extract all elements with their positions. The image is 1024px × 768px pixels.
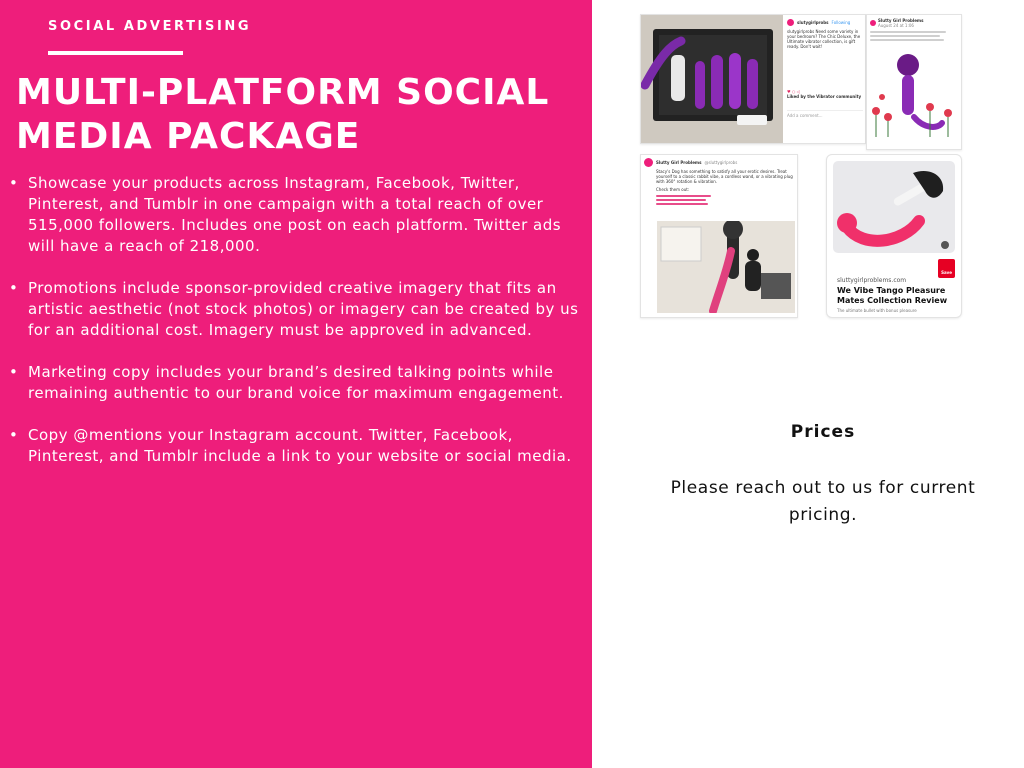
pin-title: We Vibe Tango Pleasure Mates Collection Review xyxy=(837,286,948,305)
twitter-post-screenshot xyxy=(640,154,798,318)
bullet-icon: • xyxy=(9,363,19,381)
instagram-post-screenshot xyxy=(640,14,866,144)
facebook-post-screenshot xyxy=(866,14,962,150)
product-photo xyxy=(657,221,795,313)
heart-icon: ♥ ○ ◁ xyxy=(787,89,800,94)
pin-domain: sluttygirlproblems.com xyxy=(837,277,907,284)
twitter-account: Slutty Girl Problems xyxy=(656,160,702,165)
bullet-text: Showcase your products across Instagram, Facebook, Twitter, Pinterest, and Tumblr in one campaign with a total reach of over 515,000 followers. Includes one post on each platform. Twitter ads will have a reach of 218,000. xyxy=(28,174,562,255)
bullet-text: Marketing copy includes your brand’s desired talking points while remaining authentic to our brand voice for maximum engagement. xyxy=(28,363,564,402)
product-photo xyxy=(833,161,955,253)
section-eyebrow: SOCIAL ADVERTISING xyxy=(48,19,252,34)
feature-list xyxy=(7,173,585,488)
avatar xyxy=(644,158,653,167)
vibrator-set-illustration xyxy=(641,15,783,143)
social-screenshots-collage xyxy=(640,14,962,316)
list-item xyxy=(7,362,585,404)
list-item xyxy=(7,173,585,257)
pin-caption: The ultimate bullet with bonus pleasure xyxy=(837,308,917,313)
twitter-handle: @sluttygirlprobs xyxy=(704,160,738,165)
list-item xyxy=(7,425,585,467)
bullet-text: Promotions include sponsor-provided creative imagery that fits an artistic aesthetic (not stock photos) or imagery can be created by us for an additional cost. Imagery must be approved in advanced. xyxy=(28,279,579,339)
page-title: MULTI-PLATFORM SOCIAL MEDIA PACKAGE xyxy=(16,72,550,157)
bullet-icon: • xyxy=(9,426,19,444)
tweet-text: Stacy's Dog has something to satisfy all your erotic desires. Treat yourself to a classic rabbit vibe, a cordless wand, or a vibrating plug with 360° rotation & vibration. xyxy=(656,169,793,184)
prices-heading: Prices xyxy=(790,422,856,442)
facebook-post-date: August 24 at 1:06 xyxy=(878,23,914,28)
save-button[interactable] xyxy=(938,259,955,278)
save-label: Save xyxy=(941,270,952,275)
instagram-caption: slutygirlprobs Need some variety in your bedroom? The Chic Deluxe, the Ultimate vibrator collection, is gift ready. Don't wait! xyxy=(787,29,861,49)
pinterest-pin-screenshot xyxy=(826,154,962,318)
comment-input: Add a comment... xyxy=(787,110,863,118)
follow-status: Following xyxy=(831,20,851,25)
eyebrow-underline xyxy=(48,51,183,55)
facebook-page-name: Slutty Girl Problems xyxy=(878,18,924,23)
instagram-account: slutygirlprobs xyxy=(797,20,829,25)
product-photo xyxy=(868,47,960,141)
avatar xyxy=(787,19,794,26)
tweet-cta: Check them out: xyxy=(656,187,690,192)
bullet-icon: • xyxy=(9,279,19,297)
list-item xyxy=(7,278,585,341)
bullet-icon: • xyxy=(9,174,19,192)
bullet-text: Copy @mentions your Instagram account. Twitter, Facebook, Pinterest, and Tumblr include a link to your website or social media. xyxy=(28,426,572,465)
likes-text: Liked by the Vibrator community xyxy=(787,94,862,99)
product-photo xyxy=(641,15,783,143)
prices-text: Please reach out to us for current pricing. xyxy=(670,478,976,525)
avatar xyxy=(870,20,876,26)
